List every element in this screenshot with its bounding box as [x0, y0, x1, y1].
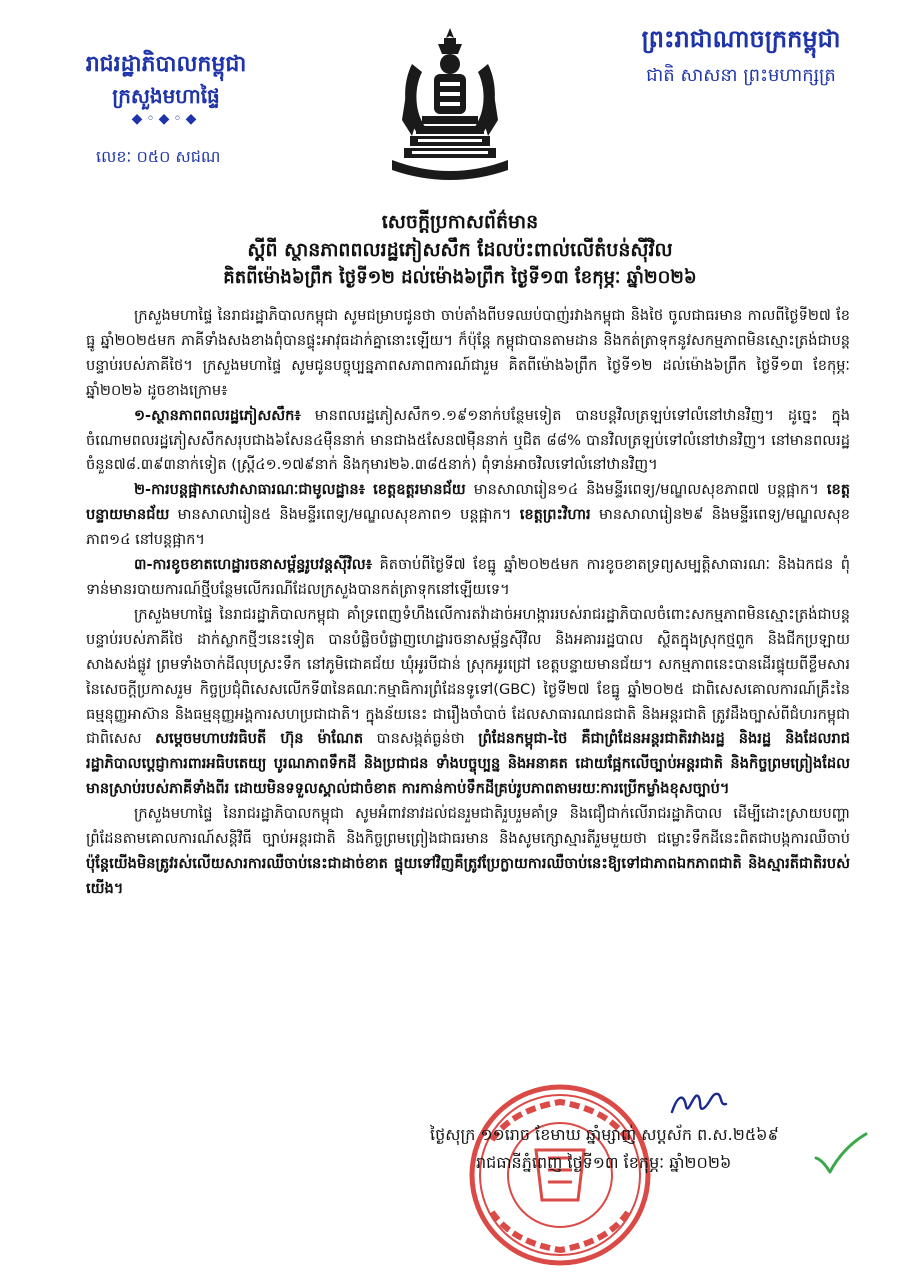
title-line-1: សេចក្តីប្រកាសព័ត៌មាន — [381, 211, 539, 233]
intro-text: ក្រសួងមហាផ្ទៃ នៃរាជរដ្ឋាភិបាលកម្ពុជា សូមជម្រាបជូនថា ចាប់តាំងពីបទឈប់បាញ់រវាងកម្ពុជា និងថៃ ចូលជាធរមាន កាលពីថ្ងៃទី២៧ ខែធ្នូ ឆ្នាំ២០២៥មក ភាគីទាំងសងខាងពុំបានផ្ទុះអាវុធដាក់គ្នានោះឡើយ។ ក៏ប៉ុន្តែ កម្ពុជាបានតាមដាន និងកត់ត្រាទុកនូវសកម្មភាពមិនស្មោះត្រង់ជាបន្តបន្ទាប់របស់ភាគីថៃ។ ក្រសួងមហាផ្ទៃ សូមជូនបច្ចុប្បន្នភាពសភាពការណ៍ជារួម គិតពីម៉ោង៦ព្រឹក ថ្ងៃទី១២ ដល់ម៉ោង៦ព្រឹក ថ្ងៃទី១៣ ខែកុម្ភៈ ឆ្នាំ២០២៦ ដូចខាងក្រោម៖ — [86, 307, 850, 399]
lunar-date-line: ថ្ងៃសុក្រ ១១រោច ខែមាឃ ឆ្នាំម្សាញ់ សប្តស័ក ព.ស.២៥៦៩ — [430, 1125, 779, 1144]
document-title — [120, 208, 800, 292]
section-3-paragraph — [86, 553, 850, 603]
prime-minister-name: សម្តេចមហាបវរធិបតី ហ៊ុន ម៉ាណែត — [155, 730, 364, 748]
section-2-text-2: មានសាលារៀន៥ និងមន្ទីរពេទ្យ/មណ្ឌលសុខភាព១ បន្តផ្អាក។ — [169, 506, 520, 524]
signature-icon — [668, 1086, 728, 1120]
section-2-text-1: មានសាលារៀន១៤ និងមន្ទីរពេទ្យ/មណ្ឌលសុខភាព៧ បន្តផ្អាក។ — [465, 481, 827, 499]
kingdom-name: ព្រះរាជាណាចក្រកម្ពុជា — [641, 25, 841, 53]
title-line-2: ស្តីពី ស្ថានភាពពលរដ្ឋភៀសសឹក ដែលប៉ះពាល់លើតំបន់ស៊ីវិល — [247, 239, 673, 261]
appeal-paragraph — [86, 802, 850, 902]
header-left — [56, 50, 276, 166]
appeal-emphasis: ប៉ុន្តែយើងមិនត្រូវរស់លើយសារការឈឺចាប់នេះជាដាច់ខាត ផ្ទុយទៅវិញគឺត្រូវប្រែក្លាយការឈឺចាប់នេះឱ្យទៅជាភាពឯកភាពជាតិ និងស្មារតីជាតិរបស់យើង។ — [86, 854, 850, 897]
section-1-text: មានពលរដ្ឋភៀសសឹក១.១៩១នាក់បន្ថែមទៀត បានបន្តវិលត្រឡប់ទៅលំនៅឋានវិញ។ ដូច្នេះ ក្នុងចំណោមពលរដ្ឋភៀសសឹកសរុបជាង៦សែន៤ម៉ឺននាក់ មានជាង៥សែន៧ម៉ឺននាក់ ឬជិត ៨៨% បានវិលត្រឡប់ទៅលំនៅឋានវិញ។ នៅមានពលរដ្ឋចំនួន៧៨.៣៩៣នាក់ទៀត (ស្ត្រី៤១.១៧៩នាក់ និងកុមារ២៦.៣៨៥នាក់) ពុំទាន់អាចវិលទៅលំនៅឋានវិញ។ — [86, 406, 850, 474]
section-2-text-3: មានសាលារៀន២៩ និងមន្ទីរពេទ្យ/មណ្ឌលសុខភាព១៤ នៅបន្តផ្អាក។ — [86, 506, 850, 549]
border-statement: ព្រំដែនកម្ពុជា-ថៃ គឺជាព្រំដែនអន្តរជាតិរវាងរដ្ឋ និងរដ្ឋ និងដែលរាជរដ្ឋាភិបាលប្តេជ្ញាការពារអធិបតេយ្យ បូរណភាពទឹកដី និងប្រជាជន ទាំងបច្ចុប្បន្ន និងអនាគត ដោយផ្អែកលើច្បាប់អន្តរជាតិ និងកិច្ចព្រមព្រៀងដែលមានស្រាប់របស់ភាគីទាំងពីរ ដោយមិនទទួលស្គាល់ជាចំខាត ការកាន់កាប់ទឹកដីគ្រប់រូបភាពតាមរយៈការប្រើកម្លាំងខុសច្បាប់។ — [86, 730, 850, 798]
section-1-heading: ១-ស្ថានភាពពលរដ្ឋភៀសសឹក៖ — [134, 406, 301, 424]
reference-number: លេខៈ ០៥០ សជណ — [96, 147, 221, 166]
section-1-paragraph — [86, 404, 850, 479]
province-preah-vihear: ខេត្តព្រះវិហារ — [519, 506, 591, 524]
national-motto: ជាតិ សាសនា ព្រះមហាក្សត្រ — [646, 65, 836, 86]
section-3-heading: ៣-ការខូចខាតហេដ្ឋារចនាសម្ព័ន្ធរូបវន្តស៊ីវិល៖ — [134, 556, 373, 574]
government-name: រាជរដ្ឋាភិបាលកម្ពុជា — [85, 52, 247, 77]
header-right — [596, 22, 886, 90]
section-2-paragraph — [86, 478, 850, 553]
place-date-line: រាជធានីភ្នំពេញ ថ្ងៃទី១៣ ខែកុម្ភៈ ឆ្នាំ២០២៦ — [476, 1153, 732, 1172]
intro-paragraph — [86, 304, 850, 404]
section-2-heading: ២-ការបន្តផ្អាកសេវាសាធារណៈជាមូលដ្ឋាន៖ — [134, 481, 366, 499]
check-mark-icon — [812, 1130, 870, 1176]
province-oddar-meanchey: ខេត្តឧត្តរមានជ័យ — [373, 481, 466, 499]
appeal-text: ក្រសួងមហាផ្ទៃ នៃរាជរដ្ឋាភិបាលកម្ពុជា សូមអំពាវនាវដល់ជនរួមជាតិរួបរួមគាំទ្រ និងជឿជាក់លើរាជរដ្ឋាភិបាល ដើម្បីដោះស្រាយបញ្ហាព្រំដែនតាមគោលការណ៍សន្តិវិធី ច្បាប់អន្តរជាតិ និងកិច្ចព្រមព្រៀងជាធរមាន និងសូមក្សោស្មារតីរួមមួយថា ជម្លោះទឹកដីនេះពិតជាបង្កការឈឺចាប់ — [86, 805, 850, 848]
support-paragraph — [86, 603, 850, 802]
support-text: ក្រសួងមហាផ្ទៃ នៃរាជរដ្ឋាភិបាលកម្ពុជា គាំទ្រពេញទំហឹងលើការតវ៉ាដាច់អហង្ការរបស់រាជរដ្ឋាភិបាលចំពោះសកម្មភាពមិនស្មោះត្រង់ជាបន្តបន្ទាប់របស់ភាគីថៃ ដាក់ស្លាកថ្មីៗនេះទៀត បានបំផ្លិចបំផ្លាញហេដ្ឋារចនាសម្ព័ន្ធស៊ីវិល និងអគាររដ្ឋបាល ស្ថិតក្នុងស្រុកថ្មពួក និងជីកប្រឡាយ សាងសង់ផ្លូវ ព្រមទាំងចាក់ដីលុបស្រះទឹក នៅភូមិជោគជ័យ ឃុំអូរបីជាន់ ស្រុកអូរជ្រៅ ខេត្តបន្ទាយមានជ័យ។ សកម្មភាពនេះបានដើរផ្ទុយពីខ្លឹមសារនៃសេចក្តីប្រកាសរួម កិច្ចប្រជុំពិសេសលើកទី៣នៃគណៈកម្មាធិការព្រំដែនទូទៅ(GBC) ថ្ងៃទី២៧ ខែធ្នូ ឆ្នាំ២០២៥ ជាពិសេសគោលការណ៍គ្រឹះនៃធម្មនុញ្ញអាស៊ាន និងធម្មនុញ្ញអង្គការសហប្រជាជាតិ។ ក្នុងន័យនេះ ជារឿងចាំបាច់ ដែលសាធារណជនជាតិ និងអន្តរជាតិ ត្រូវដឹងច្បាស់ពីជំហរកម្ពុជា ជាពិសេស — [86, 605, 850, 748]
ministry-name: ក្រសួងមហាផ្ទៃ — [112, 84, 220, 108]
support-text-2: បានសង្កត់ធ្ងន់ថា — [363, 730, 479, 748]
section-3-text: គិតចាប់ពីថ្ងៃទី៧ ខែធ្នូ ឆ្នាំ២០២៥មក ការខូចខាតទ្រព្យសម្បត្តិសាធារណៈ និងឯកជន ពុំទាន់មានរបាយការណ៍ថ្មីបន្ថែមលើករណីដែលក្រសួងបានកត់ត្រាទុកនៅឡើយទេ។ — [86, 556, 850, 598]
title-line-3: គិតពីម៉ោង៦ព្រឹក ថ្ងៃទី១២ ដល់ម៉ោង៦ព្រឹក ថ្ងៃទី១៣ ខែកុម្ភៈ ឆ្នាំ២០២៦ — [223, 267, 697, 288]
document-body — [86, 304, 850, 902]
ornament-divider: ◆◦◆◦◆ — [131, 111, 201, 127]
royal-arms-emblem-icon — [382, 24, 518, 180]
province-banteay-meanchey: ខេត្តបន្ទាយមានជ័យ — [86, 481, 850, 524]
